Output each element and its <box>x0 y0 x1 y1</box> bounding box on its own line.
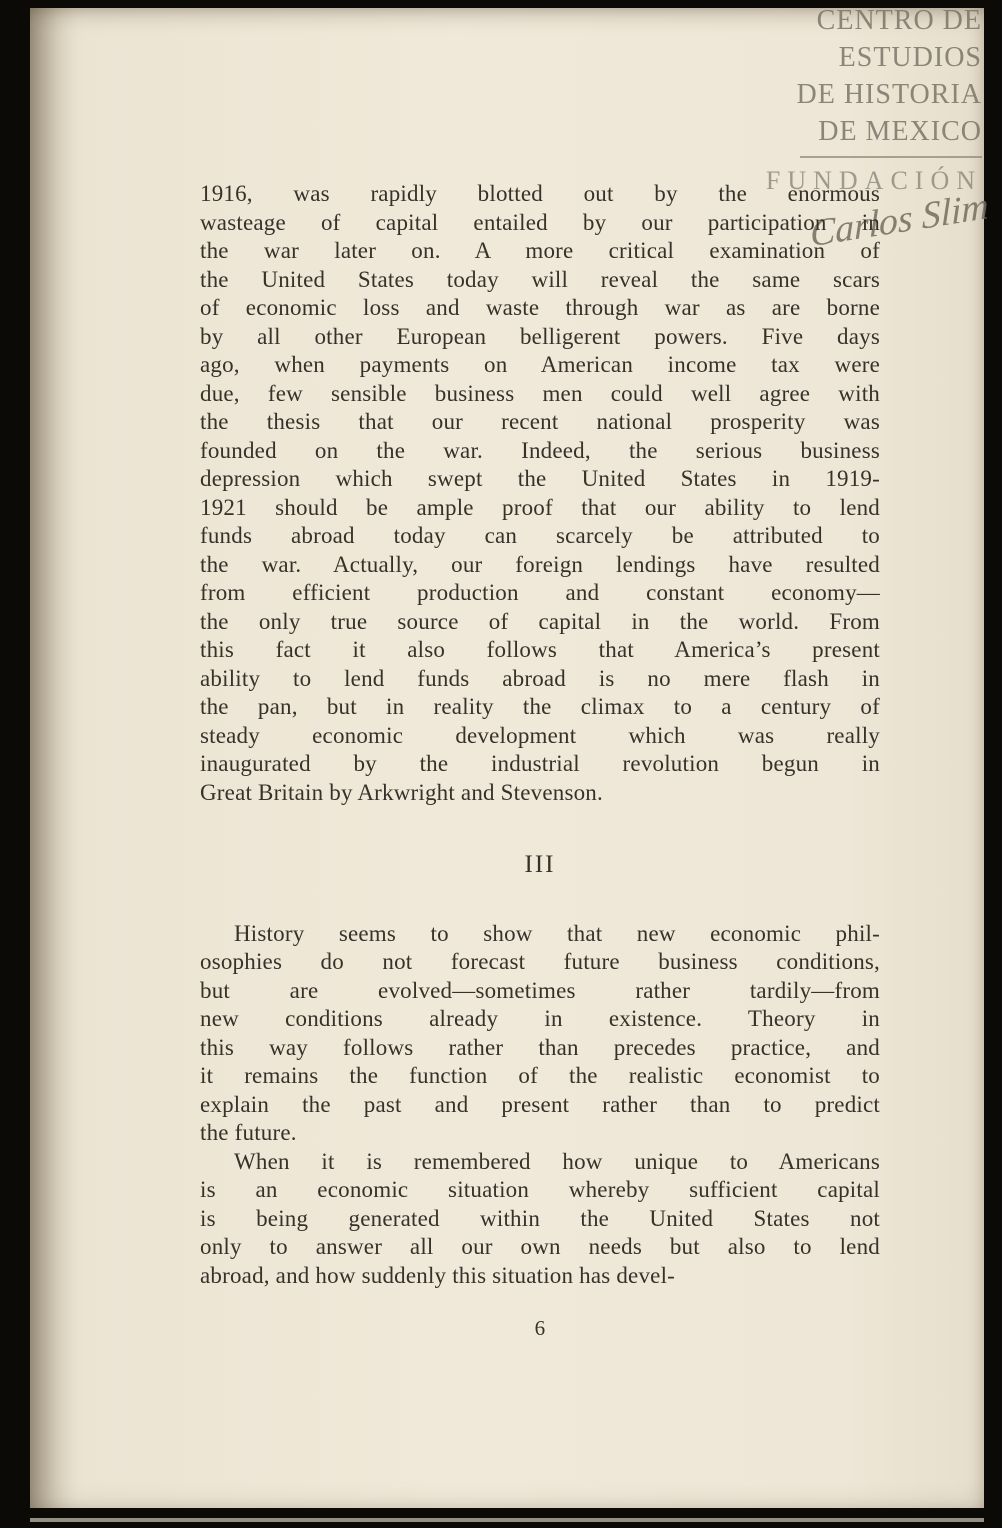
text-line: 1921 should be ample proof that our ability to lend <box>200 494 880 520</box>
text-line: wasteage of capital entailed by our participation in <box>200 209 880 235</box>
paragraph <box>200 920 880 1148</box>
text-line: History seems to show that new economic phil- <box>234 920 880 946</box>
watermark-foundation-label: FUNDACIÓN <box>765 166 982 195</box>
text-line: the war later on. A more critical examination of <box>200 238 880 263</box>
text-line: the thesis that our recent national prosperity was <box>200 409 880 434</box>
text-line: only to answer all our own needs but also to lend <box>200 1234 880 1259</box>
text-line: Great Britain by Arkwright and Stevenson. <box>200 779 603 805</box>
text-line: inaugurated by the industrial revolution begun in <box>200 751 880 776</box>
text-line: the future. <box>200 1120 297 1145</box>
page-number: 6 <box>534 1316 546 1340</box>
paragraph <box>200 1148 880 1291</box>
text-line: depression which swept the United States in 1919- <box>200 466 880 491</box>
book-page <box>30 5 989 1508</box>
watermark-line: ESTUDIOS <box>838 42 982 73</box>
watermark-line: CENTRO DE <box>816 5 982 36</box>
paragraph <box>200 180 880 807</box>
text-line: is being generated within the United States not <box>200 1205 880 1231</box>
text-line: explain the past and present rather than to predict <box>200 1091 880 1117</box>
text-line: When it is remembered how unique to Americans <box>234 1148 880 1174</box>
text-line: of economic loss and waste through war as are borne <box>200 295 880 320</box>
watermark-line: DE MEXICO <box>818 116 982 147</box>
text-line: by all other European belligerent powers. Five days <box>200 323 880 349</box>
text-line: due, few sensible business men could well agree with <box>200 380 880 406</box>
text-line: ability to lend funds abroad is no mere flash in <box>200 665 880 691</box>
book-edge <box>30 1518 984 1522</box>
watermark-line: DE HISTORIA <box>796 79 982 110</box>
text-line: from efficient production and constant economy— <box>200 580 880 605</box>
watermark-divider <box>800 156 982 158</box>
text-line: 1916, was rapidly blotted out by the enormous <box>200 181 880 206</box>
section-heading: III <box>524 851 556 878</box>
text-line: ago, when payments on American income tax were <box>200 352 880 377</box>
text-line: this fact it also follows that America’s present <box>200 637 880 662</box>
text-line: the pan, but in reality the climax to a century of <box>200 694 880 719</box>
text-line: funds abroad today can scarcely be attributed to <box>200 523 880 548</box>
library-watermark <box>722 2 982 199</box>
text-line: this way follows rather than precedes practice, and <box>200 1034 880 1060</box>
text-line: the war. Actually, our foreign lendings have resulted <box>200 551 880 577</box>
page-text-block <box>200 180 880 1343</box>
text-line: founded on the war. Indeed, the serious business <box>200 437 880 463</box>
text-line: abroad, and how suddenly this situation has devel- <box>200 1262 676 1288</box>
text-line: new conditions already in existence. Theory in <box>200 1006 880 1031</box>
text-line: the only true source of capital in the world. From <box>200 608 880 634</box>
text-line: steady economic development which was really <box>200 722 880 748</box>
text-line: but are evolved—sometimes rather tardily—from <box>200 977 880 1003</box>
text-line: osophies do not forecast future business conditions, <box>200 949 880 974</box>
text-line: the United States today will reveal the same scars <box>200 266 880 292</box>
carlos-slim-signature: Carlos Slim <box>809 184 989 256</box>
text-line: is an economic situation whereby sufficient capital <box>200 1177 880 1202</box>
text-line: it remains the function of the realistic economist to <box>200 1063 880 1088</box>
